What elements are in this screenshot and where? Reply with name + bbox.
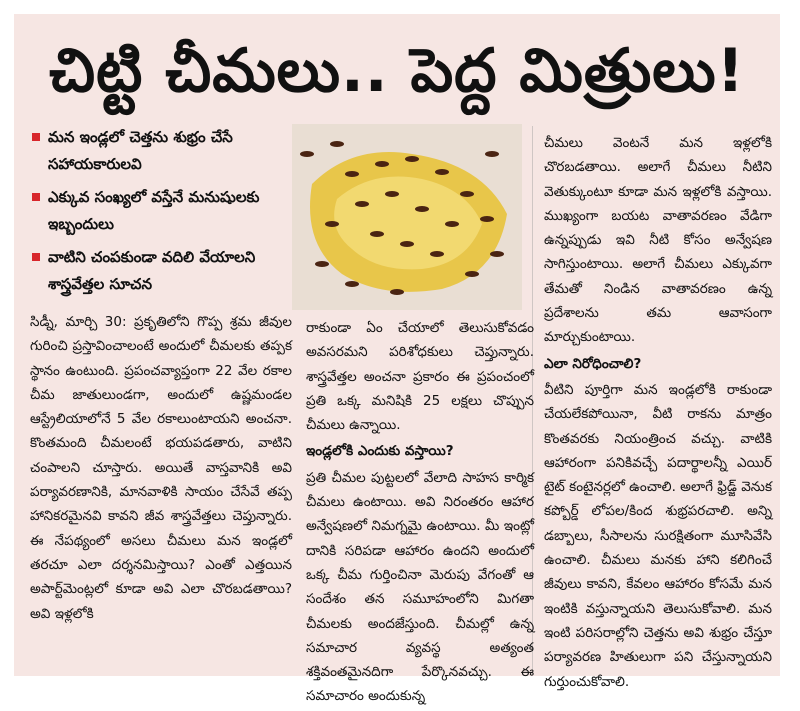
paragraph: రాకుండా ఏం చేయాలో తెలుసుకోవడం అవసరమని పరిశోధకులు చెప్తున్నారు. శాస్త్రవేత్తల అంచనా ప్రకారం ఈ ప్రపంచంలో ప్రతి ఒక్క మనిషికి 25 లక్షలు చొప్పున చీమలు ఉన్నాయి. (306, 320, 534, 434)
ants-photo-illustration (292, 124, 522, 310)
ants-on-fruit-photo (292, 124, 522, 310)
red-square-icon (32, 193, 40, 201)
paragraph: సిడ్నీ, మార్చి 30: ప్రకృతిలోని గొప్ప శ్రమ జీవుల గురించి ప్రస్తావించాలంటే అందులో చీమలకు తప్పక స్థానం ఉంటుంది. ప్రపంచవ్యాప్తంగా 22 వేల రకాల చీమ జాతులుండగా, అందులో ఉష్ణమండల ఆస్ట్రేలియాలోనే 5 వేల రకాలుంటాయని అంచనా. కొంతమంది చీమలంటే భయపడతారు, వాటిని చంపాలని చూస్తారు. అయితే వాస్తవానికి అవి పర్యావరణానికి, మానవాళికి సాయం చేసేవే తప్ప హానికరమైనవి కావని జీవ శాస్త్రవేత్తలు చెప్తున్నారు. ఈ నేపథ్యంలో అసలు చీమలు మన ఇండ్లలో తరచూ ఎలా దర్శనమిస్తాయి? ఎంతో ఎత్తయిన అపార్ట్‌మెంట్లలో కూడా అవి ఎలా చొరబడతాయి? అవి ఇళ్లలోకి (30, 314, 292, 622)
article-column-2 (306, 316, 534, 711)
news-article (14, 14, 780, 705)
article-column-1 (30, 310, 292, 628)
bullet-text: వాటిని చంపకుండా వదిలి వేయాలని శాస్త్రవేత్తల సూచన (48, 248, 256, 293)
red-square-icon (32, 133, 40, 141)
bullet-item (28, 244, 290, 298)
paragraph: వీటిని పూర్తిగా మన ఇండ్లలోకి రాకుండా చేయలేకపోయినా, వీటి రాకను మాత్రం కొంతవరకు నియంత్రించ వచ్చు. వాటికి ఆహారంగా పనికివచ్చే పదార్థాలన్నీ ఎయిర్ టైట్ కంటైనర్లలో ఉంచాలి. అలాగే ఫ్రిడ్జ్ వెనుక కప్బోర్డ్ లోపల/కింద శుభ్రపరచాలి. అన్ని డబ్బాలు, సీసాలను సురక్షితంగా మూసివేసి ఉంచాలి. చీమలు మనకు హాని కలిగించే జీవులు కావని, కేవలం ఆహారం కోసమే మన ఇంటికి వస్తున్నాయని తెలుసుకోవాలి. మన ఇంటి పరిసరాల్లోని చెత్తను అవి శుభ్రం చేస్తూ పర్యావరణ హితులుగా పని చేస్తున్నాయని గుర్తుంచుకోవాలి. (544, 381, 772, 690)
subheading: ఎలా నిరోధించాలి? (544, 355, 642, 372)
bullet-text: ఎక్కువ సంఖ్యలో వస్తేనే మనుషులకు ఇబ్బందులు (48, 188, 260, 233)
bullet-item (28, 184, 290, 238)
subheading: ఇండ్లలోకి ఎందుకు వస్తాయి? (306, 443, 454, 460)
paragraph: ప్రతి చీమల పుట్టలలో వేలాది సాహస కార్మిక చీమలు ఉంటాయి. అవి నిరంతరం ఆహార అన్వేషణలో నిమగ్నమై ఉంటాయి. మీ ఇంట్లో దానికి సరిపడా ఆహారం ఉందని అందులో ఒక్క చీమ గుర్తించినా మెరుపు వేగంతో ఆ సందేశం తన సమూహంలోని మిగతా చీమలకు అందజేస్తుంది. చీమల్లో ఉన్న సమాచార వ్యవస్థ అత్యంత శక్తివంతమైనదిగా పేర్కొనవచ్చు. ఈ సమాచారం అందుకున్న (306, 469, 534, 705)
headline: చిట్టి చీమలు.. పెద్ద మిత్రులు! (49, 36, 745, 106)
paragraph: చీమలు వెంటనే మన ఇళ్లలోకి చొరబడతాయి. అలాగే చీమలు నీటిని వెతుక్కుంటూ కూడా మన ఇళ్లలోకి వస్తాయి. ముఖ్యంగా బయట వాతావరణం వేడిగా ఉన్నప్పుడు ఇవి నీటి కోసం అన్వేషణ సాగిస్తుంటాయి. అలాగే చీమలు ఎక్కువగా తేమతో నిండిన వాతావరణం ఉన్న ప్రదేశాలను తమ ఆవాసంగా మార్చుకుంటాయి. (544, 135, 772, 346)
bullet-text: మన ఇండ్లలో చెత్తను శుభ్రం చేసే సహాయకారులవి (48, 128, 233, 173)
article-column-3 (544, 131, 772, 696)
bullet-item (28, 124, 290, 178)
red-square-icon (32, 253, 40, 261)
highlight-bullets (28, 124, 290, 304)
